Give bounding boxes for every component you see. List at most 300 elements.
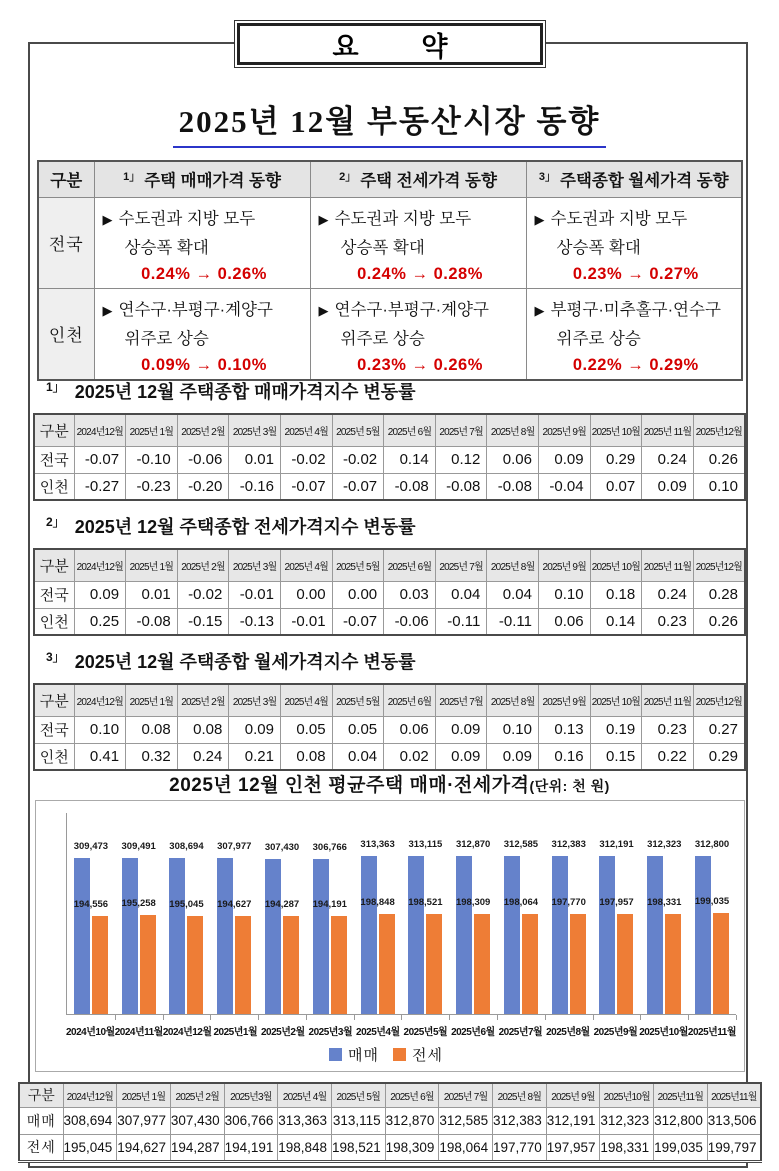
month-header-cell: 2025년11월 <box>654 1083 708 1107</box>
value-cell: -0.16 <box>229 473 281 500</box>
jeonse-bar <box>665 914 681 1014</box>
value-cell: 0.18 <box>590 581 642 608</box>
triangle-bullet-icon: ▶ <box>318 302 329 318</box>
chart-plot-area <box>66 813 736 1015</box>
table-row <box>34 716 745 743</box>
x-axis-label: 2025년10월 <box>639 1027 688 1038</box>
month-header-cell: 2025년 2월 <box>177 684 229 716</box>
triangle-bullet-icon: ▶ <box>318 211 329 227</box>
sale-bar <box>217 858 233 1014</box>
value-cell: 307,430 <box>170 1107 224 1134</box>
month-header-cell: 2025년 6월 <box>385 1083 439 1107</box>
month-header-cell: 2024년12월 <box>63 1083 117 1107</box>
month-header-cell: 2025년 4월 <box>278 1083 332 1107</box>
month-header-cell: 2025년 5월 <box>332 549 384 581</box>
month-header-cell: 2025년 10월 <box>590 414 642 446</box>
value-cell: 0.06 <box>384 716 436 743</box>
value-cell: -0.07 <box>332 608 384 635</box>
month-header-cell: 2025년 7월 <box>435 414 487 446</box>
value-cell: 0.26 <box>693 608 745 635</box>
chart-title: 2025년 12월 인천 평균주택 매매·전세가격(단위: 천 원) <box>169 775 610 796</box>
value-cell: -0.11 <box>487 608 539 635</box>
value-cell: 0.23 <box>642 716 694 743</box>
value-cell: -0.06 <box>384 608 436 635</box>
value-cell: 0.32 <box>126 743 178 770</box>
section-heading-jeonse-index: $^{2」}$ 2025년 12월 주택종합 전세가격지수 변동률 <box>46 515 416 537</box>
value-cell: 0.19 <box>590 716 642 743</box>
sale-bar-value-label: 309,491 <box>121 841 156 852</box>
value-cell: 0.10 <box>538 581 590 608</box>
value-cell: 313,506 <box>707 1107 761 1134</box>
value-cell: 0.41 <box>74 743 126 770</box>
jeonse-bar <box>187 916 203 1014</box>
section-heading-monthly-index: $^{3」}$ 2025년 12월 주택종합 월세가격지수 변동률 <box>46 650 416 672</box>
value-cell: -0.02 <box>177 581 229 608</box>
table-row <box>19 1107 761 1134</box>
value-cell: 0.16 <box>538 743 590 770</box>
jeonse-bar-value-label: 194,191 <box>312 899 347 910</box>
value-cell: 0.14 <box>590 608 642 635</box>
value-cell: 194,287 <box>170 1134 224 1161</box>
value-cell: 0.06 <box>487 446 539 473</box>
value-cell: -0.04 <box>538 473 590 500</box>
jeonse-bar-value-label: 195,258 <box>121 898 156 909</box>
summary-cell: ▶ 부평구·미추홀구·연수구 위주로 상승 0.22% → 0.29% <box>526 288 742 380</box>
value-cell: -0.08 <box>384 473 436 500</box>
month-header-cell: 2025년 7월 <box>439 1083 493 1107</box>
value-cell: 0.10 <box>487 716 539 743</box>
jeonse-bar-value-label: 197,770 <box>551 897 586 908</box>
value-cell: -0.07 <box>74 446 126 473</box>
change-rate: 0.22% → 0.29% <box>572 355 699 374</box>
sale-bar <box>361 856 377 1014</box>
x-axis-label: 2025년3월 <box>308 1027 353 1038</box>
table-row <box>38 288 742 380</box>
month-header-cell: 2025년 3월 <box>229 684 281 716</box>
jeonse-bar-value-label: 198,064 <box>503 897 539 908</box>
value-cell: 0.08 <box>126 716 178 743</box>
value-cell: 0.10 <box>74 716 126 743</box>
value-cell: 313,115 <box>331 1107 385 1134</box>
month-header-cell: 2025년 10월 <box>590 549 642 581</box>
value-cell: -0.11 <box>435 608 487 635</box>
sale-bar <box>456 856 472 1014</box>
value-cell: -0.01 <box>280 608 332 635</box>
triangle-bullet-icon: ▶ <box>534 211 545 227</box>
sale-bar <box>74 858 90 1014</box>
value-cell: 0.09 <box>642 473 694 500</box>
value-cell: -0.20 <box>177 473 229 500</box>
month-header-cell: 2024년12월 <box>74 549 126 581</box>
jeonse-bar <box>331 916 347 1014</box>
value-cell: -0.10 <box>126 446 178 473</box>
chart-bar-group <box>258 813 306 1014</box>
value-cell: 0.22 <box>642 743 694 770</box>
value-cell: 0.29 <box>693 743 745 770</box>
value-cell: 0.09 <box>435 743 487 770</box>
jeonse-bar <box>522 914 538 1014</box>
value-cell: 0.26 <box>693 446 745 473</box>
month-header-cell: 2025년 8월 <box>487 549 539 581</box>
price-bar-chart <box>35 800 745 1072</box>
monthly-index-table <box>33 683 746 771</box>
value-cell: 308,694 <box>63 1107 117 1134</box>
value-cell: 0.01 <box>229 446 281 473</box>
value-cell: 199,035 <box>654 1134 708 1161</box>
summary-cell: ▶ 연수구·부평구·계양구 위주로 상승 0.09% → 0.10% <box>94 288 310 380</box>
row-label-cell: 인천 <box>34 743 74 770</box>
sale-bar-value-label: 312,585 <box>503 839 539 850</box>
change-rate: 0.24% → 0.26% <box>141 264 267 283</box>
jeonse-bar <box>570 914 586 1014</box>
chart-bar-group <box>306 813 354 1014</box>
sale-bar-value-label: 306,766 <box>312 842 347 853</box>
triangle-bullet-icon: ▶ <box>102 211 113 227</box>
jeonse-index-table <box>33 548 746 636</box>
jeonse-bar-value-label: 197,957 <box>599 897 634 908</box>
value-cell: 312,870 <box>385 1107 439 1134</box>
value-cell: 197,770 <box>493 1134 547 1161</box>
chart-x-axis-labels <box>66 1023 736 1038</box>
month-header-cell: 2025년 5월 <box>331 1083 385 1107</box>
legend-label-jeonse: 전세 <box>412 1047 443 1064</box>
sale-bar-value-label: 313,115 <box>408 839 443 850</box>
sale-index-table <box>33 413 746 501</box>
sale-bar-value-label: 312,383 <box>551 839 586 850</box>
value-cell: 0.04 <box>487 581 539 608</box>
summary-cell: ▶ 수도권과 지방 모두 상승폭 확대 0.23% → 0.27% <box>526 197 742 288</box>
value-cell: 0.09 <box>229 716 281 743</box>
value-cell: 197,957 <box>546 1134 600 1161</box>
jeonse-bar-value-label: 195,045 <box>169 899 204 910</box>
jeonse-bar <box>426 914 442 1014</box>
chart-bar-group <box>593 813 641 1014</box>
jeonse-bar-value-label: 194,287 <box>264 899 300 910</box>
value-cell: 198,521 <box>331 1134 385 1161</box>
value-cell: 0.06 <box>538 608 590 635</box>
value-cell: 198,848 <box>278 1134 332 1161</box>
legend-swatch-sale <box>329 1048 342 1061</box>
sale-bar <box>599 856 615 1014</box>
jeonse-bar <box>379 914 395 1014</box>
value-cell: 0.21 <box>229 743 281 770</box>
value-cell: 194,627 <box>117 1134 171 1161</box>
x-axis-label: 2025년6월 <box>451 1027 495 1038</box>
value-cell: -0.07 <box>280 473 332 500</box>
month-header-cell: 2025년 9월 <box>538 684 590 716</box>
month-header-cell: 2025년 3월 <box>229 414 281 446</box>
month-header-cell: 2025년 5월 <box>332 414 384 446</box>
value-cell: 0.07 <box>590 473 642 500</box>
value-cell: -0.08 <box>435 473 487 500</box>
month-header-cell: 2024년12월 <box>74 414 126 446</box>
x-axis-label: 2025년2월 <box>261 1027 305 1038</box>
x-axis-label: 2025년5월 <box>403 1027 448 1038</box>
value-cell: 0.04 <box>332 743 384 770</box>
value-cell: -0.15 <box>177 608 229 635</box>
month-header-cell: 2025년11월 <box>707 1083 761 1107</box>
chart-bar-group <box>210 813 258 1014</box>
table-header-row <box>34 684 745 716</box>
sale-bar <box>122 858 138 1014</box>
table-header-row <box>34 414 745 446</box>
chart-bar-group <box>640 813 688 1014</box>
value-cell: 0.09 <box>538 446 590 473</box>
jeonse-bar <box>617 914 633 1014</box>
sale-bar-value-label: 312,870 <box>455 839 491 850</box>
value-cell: -0.02 <box>332 446 384 473</box>
summary-table <box>37 160 743 381</box>
x-axis-label: 2025년9월 <box>593 1027 638 1038</box>
chart-bar-group <box>163 813 211 1014</box>
table-row <box>34 743 745 770</box>
value-cell: -0.08 <box>487 473 539 500</box>
jeonse-bar-value-label: 199,035 <box>694 896 730 907</box>
jeonse-bar-value-label: 198,848 <box>360 897 395 908</box>
table-corner-cell: 구분 <box>34 414 74 446</box>
row-label-nationwide: 전국 <box>38 197 94 288</box>
row-label-cell: 인천 <box>34 473 74 500</box>
value-cell: 0.04 <box>435 581 487 608</box>
value-cell: 312,585 <box>439 1107 493 1134</box>
table-corner-cell: 구분 <box>34 684 74 716</box>
month-header-cell: 2025년 6월 <box>384 414 436 446</box>
sale-bar-value-label: 307,977 <box>217 841 252 852</box>
sale-bar <box>169 858 185 1014</box>
row-label-cell: 전국 <box>34 716 74 743</box>
month-header-cell: 2025년 11월 <box>642 684 694 716</box>
x-axis-label: 2025년1월 <box>213 1027 258 1038</box>
month-header-cell: 2025년 2월 <box>170 1083 224 1107</box>
value-cell: 198,309 <box>385 1134 439 1161</box>
table-header-row <box>19 1083 761 1107</box>
chart-bar-group <box>67 813 115 1014</box>
value-cell: 0.03 <box>384 581 436 608</box>
value-cell: 0.05 <box>332 716 384 743</box>
value-cell: 0.25 <box>74 608 126 635</box>
x-axis-label: 2024년12월 <box>162 1027 212 1038</box>
table-corner-cell: 구분 <box>19 1083 63 1107</box>
month-header-cell: 2025년 8월 <box>487 414 539 446</box>
value-cell: 0.01 <box>126 581 178 608</box>
value-cell: -0.23 <box>126 473 178 500</box>
value-cell: 0.29 <box>590 446 642 473</box>
value-cell: 0.02 <box>384 743 436 770</box>
sale-bar <box>265 859 281 1014</box>
value-cell: 195,045 <box>63 1134 117 1161</box>
sale-bar <box>552 856 568 1014</box>
summary-col-sale: $^{1」}$ 주택 매매가격 동향 <box>94 161 310 197</box>
chart-bar-group <box>545 813 593 1014</box>
row-label-cell: 인천 <box>34 608 74 635</box>
row-label-cell: 전세 <box>19 1134 63 1161</box>
value-cell: 194,191 <box>224 1134 278 1161</box>
summary-title-box <box>234 20 546 68</box>
value-cell: -0.08 <box>126 608 178 635</box>
month-header-cell: 2025년10월 <box>600 1083 654 1107</box>
month-header-cell: 2025년12월 <box>693 414 745 446</box>
x-axis-label: 2025년11월 <box>687 1027 737 1038</box>
month-header-cell: 2025년 11월 <box>642 414 694 446</box>
month-header-cell: 2025년 2월 <box>177 414 229 446</box>
summary-cell: ▶ 수도권과 지방 모두 상승폭 확대 0.24% → 0.26% <box>94 197 310 288</box>
value-cell: -0.02 <box>280 446 332 473</box>
summary-box-title: 요 약 <box>332 31 476 62</box>
value-cell: -0.07 <box>332 473 384 500</box>
jeonse-bar <box>235 916 251 1014</box>
month-header-cell: 2025년 1월 <box>117 1083 171 1107</box>
jeonse-bar <box>474 914 490 1014</box>
value-cell: 198,064 <box>439 1134 493 1161</box>
month-header-cell: 2025년 9월 <box>538 549 590 581</box>
month-header-cell: 2025년12월 <box>693 549 745 581</box>
row-label-cell: 전국 <box>34 446 74 473</box>
sale-bar <box>695 856 711 1014</box>
chart-unit-label: (단위: 천 원) <box>529 778 610 794</box>
x-axis-label: 2025년8월 <box>546 1027 590 1038</box>
value-cell: -0.06 <box>177 446 229 473</box>
jeonse-bar-value-label: 198,309 <box>455 897 491 908</box>
sale-bar <box>504 856 520 1014</box>
change-rate: 0.23% → 0.27% <box>572 264 699 283</box>
table-corner-cell: 구분 <box>34 549 74 581</box>
value-cell: 0.24 <box>642 446 694 473</box>
summary-col-monthly: $^{3」}$ 주택종합 월세가격 동향 <box>526 161 742 197</box>
value-cell: 306,766 <box>224 1107 278 1134</box>
table-row <box>34 608 745 635</box>
value-cell: 198,331 <box>600 1134 654 1161</box>
table-row <box>34 581 745 608</box>
x-axis-label: 2025년7월 <box>498 1027 543 1038</box>
value-cell: 0.14 <box>384 446 436 473</box>
jeonse-bar <box>140 915 156 1014</box>
month-header-cell: 2025년 1월 <box>126 549 178 581</box>
value-cell: -0.27 <box>74 473 126 500</box>
value-cell: 0.09 <box>487 743 539 770</box>
legend-label-sale: 매매 <box>348 1047 379 1064</box>
value-cell: 0.10 <box>693 473 745 500</box>
chart-bar-group <box>497 813 545 1014</box>
jeonse-bar-value-label: 198,331 <box>647 897 682 908</box>
value-cell: 0.12 <box>435 446 487 473</box>
value-cell: 312,191 <box>546 1107 600 1134</box>
chart-bar-group <box>401 813 449 1014</box>
month-header-cell: 2025년 11월 <box>642 549 694 581</box>
value-cell: 199,797 <box>707 1134 761 1161</box>
chart-bar-group <box>115 813 163 1014</box>
value-cell: 0.24 <box>177 743 229 770</box>
month-header-cell: 2025년 4월 <box>280 684 332 716</box>
summary-cell: ▶ 수도권과 지방 모두 상승폭 확대 0.24% → 0.28% <box>310 197 526 288</box>
x-axis-label: 2025년4월 <box>356 1027 400 1038</box>
value-cell: -0.01 <box>229 581 281 608</box>
month-header-cell: 2025년 7월 <box>435 684 487 716</box>
change-rate: 0.09% → 0.10% <box>141 355 267 374</box>
value-cell: 0.24 <box>642 581 694 608</box>
month-header-cell: 2025년 5월 <box>332 684 384 716</box>
value-cell: 312,800 <box>654 1107 708 1134</box>
sale-bar-value-label: 312,323 <box>647 839 682 850</box>
value-cell: 0.27 <box>693 716 745 743</box>
value-cell: 0.08 <box>280 743 332 770</box>
month-header-cell: 2025년 10월 <box>590 684 642 716</box>
x-axis-label: 2024년11월 <box>114 1027 163 1038</box>
sale-bar <box>647 856 663 1014</box>
row-label-cell: 전국 <box>34 581 74 608</box>
page-title: 2025년 12월 부동산시장 동향 <box>173 96 607 148</box>
value-cell: 313,363 <box>278 1107 332 1134</box>
month-header-cell: 2025년 7월 <box>435 549 487 581</box>
value-cell: 0.09 <box>435 716 487 743</box>
value-cell: 0.13 <box>538 716 590 743</box>
month-header-cell: 2025년 9월 <box>546 1083 600 1107</box>
value-cell: 0.00 <box>280 581 332 608</box>
sale-bar-value-label: 308,694 <box>169 841 204 852</box>
change-rate: 0.23% → 0.26% <box>357 355 483 374</box>
month-header-cell: 2025년 4월 <box>280 414 332 446</box>
month-header-cell: 2025년 1월 <box>126 414 178 446</box>
sale-bar-value-label: 312,191 <box>599 839 634 850</box>
month-header-cell: 2025년 6월 <box>384 684 436 716</box>
month-header-cell: 2025년3월 <box>224 1083 278 1107</box>
value-cell: 0.09 <box>74 581 126 608</box>
change-rate: 0.24% → 0.28% <box>357 264 483 283</box>
value-cell: 0.23 <box>642 608 694 635</box>
value-cell: 307,977 <box>117 1107 171 1134</box>
jeonse-bar <box>283 916 299 1014</box>
value-cell: 312,323 <box>600 1107 654 1134</box>
price-summary-table <box>18 1082 762 1163</box>
month-header-cell: 2025년 8월 <box>493 1083 547 1107</box>
jeonse-bar-value-label: 198,521 <box>408 897 443 908</box>
table-row <box>19 1134 761 1161</box>
row-label-cell: 매매 <box>19 1107 63 1134</box>
month-header-cell: 2025년 1월 <box>126 684 178 716</box>
chart-legend <box>36 1044 744 1065</box>
month-header-cell: 2025년 4월 <box>280 549 332 581</box>
month-header-cell: 2024년12월 <box>74 684 126 716</box>
legend-swatch-jeonse <box>393 1048 406 1061</box>
sale-bar <box>313 859 329 1014</box>
value-cell: 0.15 <box>590 743 642 770</box>
month-header-cell: 2025년12월 <box>693 684 745 716</box>
sale-bar-value-label: 312,800 <box>694 839 730 850</box>
value-cell: 0.28 <box>693 581 745 608</box>
chart-bar-group <box>449 813 497 1014</box>
sale-bar-value-label: 313,363 <box>360 839 395 850</box>
value-cell: -0.13 <box>229 608 281 635</box>
sale-bar-value-label: 309,473 <box>73 841 109 852</box>
section-heading-sale-index: $^{1」}$ 2025년 12월 주택종합 매매가격지수 변동률 <box>46 380 416 402</box>
month-header-cell: 2025년 2월 <box>177 549 229 581</box>
x-axis-label: 2024년10월 <box>66 1027 115 1038</box>
month-header-cell: 2025년 9월 <box>538 414 590 446</box>
table-row <box>34 473 745 500</box>
chart-bar-group <box>688 813 736 1014</box>
jeonse-bar-value-label: 194,556 <box>73 899 109 910</box>
table-row <box>34 446 745 473</box>
jeonse-bar-value-label: 194,627 <box>217 899 252 910</box>
table-header-row <box>34 549 745 581</box>
month-header-cell: 2025년 3월 <box>229 549 281 581</box>
summary-cell: ▶ 연수구·부평구·계양구 위주로 상승 0.23% → 0.26% <box>310 288 526 380</box>
summary-table-corner: 구분 <box>38 161 94 197</box>
triangle-bullet-icon: ▶ <box>534 302 545 318</box>
value-cell: 0.00 <box>332 581 384 608</box>
row-label-incheon: 인천 <box>38 288 94 380</box>
chart-bar-group <box>354 813 402 1014</box>
month-header-cell: 2025년 6월 <box>384 549 436 581</box>
